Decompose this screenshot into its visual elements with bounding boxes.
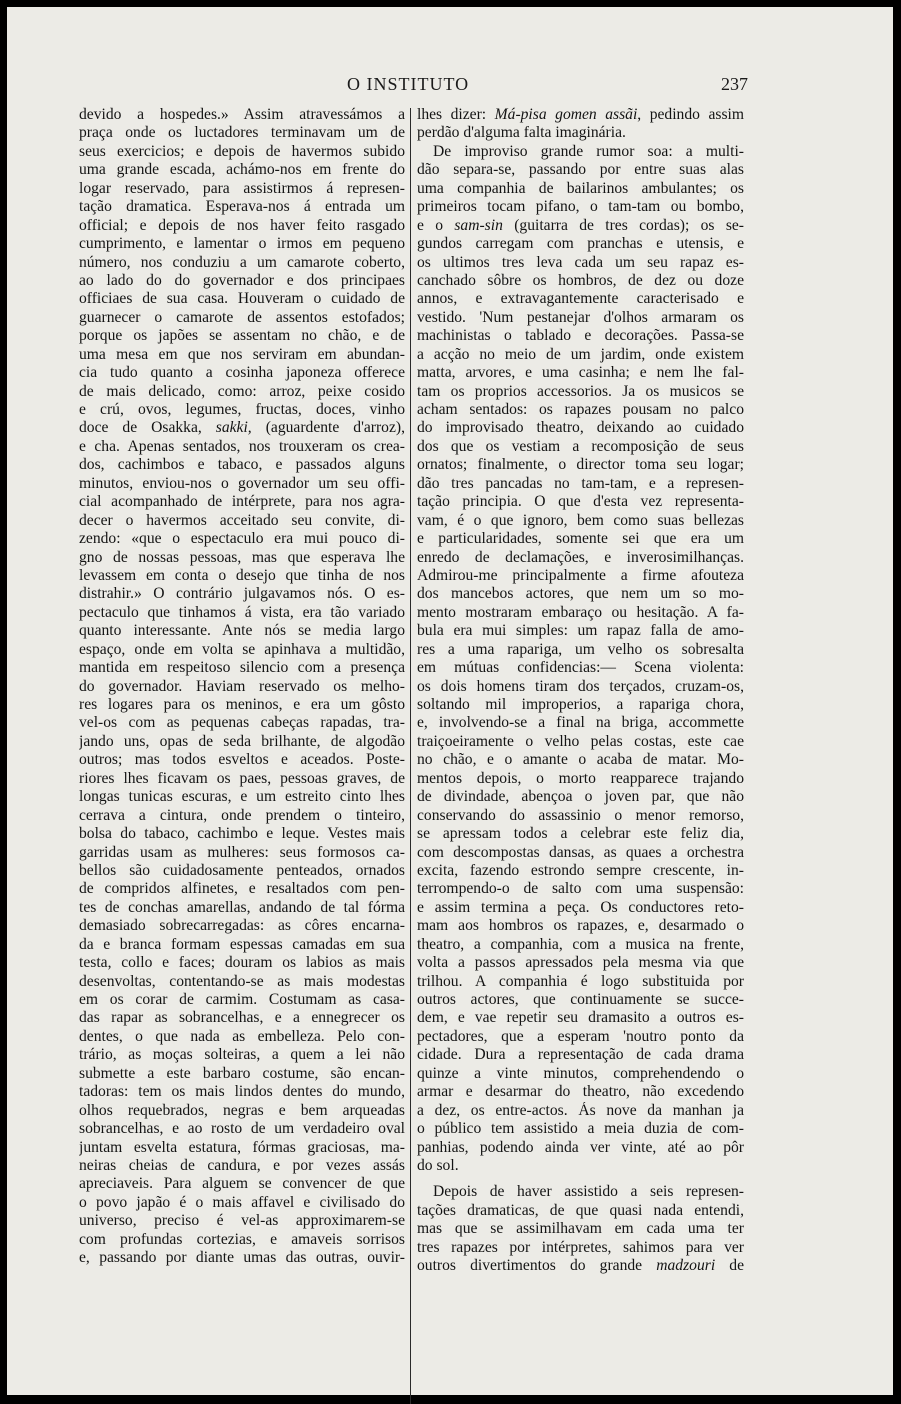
text-line: os dois homens tiram dos terçados, cruzam-os, <box>417 677 744 695</box>
text-line: quanto interessante. Ante nós se media largo <box>79 622 405 640</box>
text-line: bolsa do tabaco, cachimbo e leque. Vestes mais <box>79 825 405 843</box>
text-line: riores lhes ficavam os paes, pessoas graves, de <box>79 769 405 787</box>
text-line: e crú, ovos, legumes, fructas, doces, vinho <box>79 401 405 418</box>
text-line: a dez, os entre-actos. Ás nove da manhan ja <box>417 1101 744 1119</box>
text-line: levassem em conta o desejo que tinha de nos <box>79 566 405 584</box>
text-line: theatro, a companhia, com a musica na frente, <box>417 935 744 953</box>
text-line: ornatos; finalmente, o director toma seu logar; <box>417 456 744 474</box>
text-line: dem, e vae repetir seu dramasito a outros es- <box>417 1009 744 1027</box>
text-line: apreciaveis. Para alguem se convencer de que <box>79 1175 405 1193</box>
text-line: Admirou-me principalmente a firme afouteza <box>417 566 744 584</box>
running-header-title: O INSTITUTO <box>347 74 470 94</box>
page-number: 237 <box>721 74 748 94</box>
text-line: panhias, podendo ainda ver vinte, até ao pôr <box>417 1138 744 1156</box>
text-line: traiçoeiramente o velho pelas costas, este cae <box>417 732 744 750</box>
text-line: gundos carregam com pranchas e utensis, e <box>417 235 744 253</box>
column-divider-rule <box>410 108 411 1404</box>
text-line: dão tres pancadas no tam-tam, e a represen- <box>417 474 744 492</box>
text-line: uma grande escada, achámo-nos em frente do <box>79 161 405 179</box>
text-line: cia tudo quanto a cosinha japoneza offerece <box>79 364 405 382</box>
left-text-column <box>79 106 405 1268</box>
text-line: primeiros tocam pifano, o tam-tam ou bombo, <box>417 198 744 216</box>
text-line: vestido. 'Num pestanejar d'olhos armaram os <box>417 308 744 326</box>
text-line: guarnecer o camarote de assentos estofados; <box>79 308 405 326</box>
text-line: desenvoltas, contentando-se as mais modestas <box>79 972 405 990</box>
text-line: tação dramatica. Esperava-nos á entrada um <box>79 198 405 216</box>
text-line: De improviso grande rumor soa: a multi- <box>433 142 744 160</box>
text-line: ao lado do do governador e dos principaes <box>79 271 405 289</box>
text-line: distrahir.» O contrário julgavamos nós. O es- <box>79 585 405 603</box>
text-line: logar reservado, para assistirmos á represen- <box>79 179 405 197</box>
text-line: official; e depois de nos haver feito rasgado <box>79 216 405 234</box>
text-line: dão separa-se, passando por entre suas alas <box>417 161 744 179</box>
text-line: neiras cheias de candura, e por vezes assás <box>79 1156 405 1174</box>
text-line: e, passando por diante umas das outras, ouvir- <box>79 1249 405 1267</box>
text-line: res a uma rapariga, um velho os sobresalta <box>417 640 744 658</box>
text-line: excita, fazendo estrondo sempre crescente, in- <box>417 861 744 879</box>
text-line: o povo japão é o mais affavel e civilisado do <box>79 1193 405 1211</box>
text-line: das rapar as sobrancelhas, e a ennegrecer os <box>79 1009 405 1027</box>
text-line: perdão d'alguma falta imaginária. <box>417 124 626 142</box>
text-line: res logares para os meninos, e era um gôsto <box>79 696 405 713</box>
text-line: com descompostas dansas, as quaes a orchestra <box>417 843 744 861</box>
text-line: uma companhia de bailarinos ambulantes; os <box>417 179 744 197</box>
text-line: armar e desarmar do theatro, não excedendo <box>417 1083 744 1101</box>
text-line: testa, collo e faces; douram os labios as mais <box>79 954 405 972</box>
text-line: tes de conchas amarellas, andando de tal fórma <box>79 898 405 916</box>
text-line: dos, cachimbos e tabaco, e passados alguns <box>79 456 405 474</box>
text-line: a acção no meio de um jardim, onde existem <box>417 345 744 363</box>
text-line: terrompendo-o de salto com uma suspensão: <box>417 880 744 898</box>
text-line: minutos, enviou-nos o governador um seu offi- <box>79 474 405 492</box>
text-line: enredo de declamações, e inverosimilhanças. <box>417 548 744 566</box>
text-line: zendo: «que o espectaculo era mui pouco di- <box>79 530 405 548</box>
text-line: outros; mas todos esveltos e aceados. Poste- <box>79 751 405 769</box>
text-line: demasiado sobrecarregadas: as côres encarna- <box>79 917 405 935</box>
text-line: e assim termina a peça. Os conductores reto- <box>417 898 744 916</box>
text-line: machinistas o tablado e decorações. Passa-se <box>417 327 744 345</box>
text-line: e particularidades, somente sei que era um <box>417 530 744 548</box>
text-line: vel-os com as pequenas cabeças rapadas, tra- <box>79 714 405 732</box>
text-line: soltando mil improperios, a rapariga chora, <box>417 696 744 713</box>
text-line: tres rapazes por intérpretes, sahimos para ver <box>417 1238 744 1256</box>
text-line: trário, as moças solteiras, a quem a lei não <box>79 1046 405 1064</box>
text-line: officiaes de sua casa. Houveram o cuidado de <box>79 290 405 308</box>
text-line: do sol. <box>417 1156 459 1174</box>
text-line: mam aos hombros os rapazes, e, desarmado o <box>417 917 744 935</box>
text-line: quinze a vinte minutos, comprehendendo o <box>417 1064 744 1082</box>
text-line: dos mancebos actores, que nem um so mo- <box>417 585 744 603</box>
text-line: praça onde os luctadores terminavam um de <box>79 124 405 142</box>
text-line: volta a passos apressados pela mesma via que <box>417 954 744 972</box>
text-line: juntam esvelta estatura, fórmas graciosas, ma- <box>79 1138 405 1156</box>
text-line: trilhou. A companhia é logo substituida por <box>417 972 744 990</box>
text-line: devido a hospedes.» Assim atravessámos a <box>79 106 405 123</box>
text-line: dos que os vestiam a recomposição de seus <box>417 437 744 455</box>
text-line: annos, e extravagantemente caracterisado e <box>417 290 744 308</box>
text-line: Depois de haver assistido a seis represen- <box>433 1183 744 1201</box>
text-line: bellos são cuidadosamente penteados, ornados <box>79 861 405 879</box>
text-line: cumprimento, e lamentar o irmos em pequeno <box>79 235 405 253</box>
text-line: acham sentados: os rapazes pousam no palco <box>417 401 744 418</box>
text-line: longas tunicas escuras, e um estreito cinto lhes <box>79 788 405 806</box>
text-line: vam, é o que ignoro, bem como suas bellezas <box>417 511 744 529</box>
text-line: os ultimos tres leva cada um seu rapaz es- <box>417 253 744 271</box>
text-line: matta, arvores, e uma casinha; e nem lhe fal- <box>417 364 744 382</box>
text-line: de compridos alfinetes, e resaltados com pen- <box>79 880 405 898</box>
text-line: cerrava a cintura, onde prendem o tinteiro, <box>79 806 405 824</box>
text-line: lhes dizer: Má-pisa gomen assãi, pedindo assim <box>417 106 744 123</box>
text-line: bula era mui simples: um rapaz falla de amo- <box>417 622 744 640</box>
text-line: do governador. Haviam reservado os melho- <box>79 677 405 695</box>
right-text-column <box>417 106 744 1276</box>
text-line: no chão, e o amante o acaba de matar. Mo- <box>417 751 744 769</box>
text-line: pectaculo que tinhamos á vista, era tão variado <box>79 603 405 621</box>
text-line: mas que se assimilhavam em cada uma ter <box>417 1220 744 1238</box>
text-line: uma mesa em que nos serviram em abundan- <box>79 345 405 363</box>
text-line: mento mostraram embaraço ou hesitação. A fa- <box>417 603 744 621</box>
text-line: universo, preciso é vel-as approximarem-se <box>79 1212 405 1230</box>
text-line: conservando do assassinio o menor remorso, <box>417 806 744 824</box>
text-line: cial acompanhado de intérprete, para nos agra- <box>79 493 405 511</box>
text-line: espaço, onde em volta se apinhava a multidão, <box>79 640 405 658</box>
text-line: pectadores, que a esperam 'noutro ponto da <box>417 1027 744 1045</box>
text-line: outros actores, que continuamente se succe- <box>417 991 744 1008</box>
text-line: de divindade, abençoa o joven par, que não <box>417 788 744 806</box>
text-line: do improvisado theatro, deixando ao cuidado <box>417 419 744 437</box>
text-line: dentes, o que nada as embelleza. Pelo con- <box>79 1027 405 1045</box>
text-line: olhos requebrados, negras e bem arqueadas <box>79 1101 405 1119</box>
text-line: o público tem assistido a meia duzia de com- <box>417 1120 744 1138</box>
text-line: porque os japões se assentam no chão, e de <box>79 327 405 345</box>
text-line: se apressam todos a celebrar este feliz dia, <box>417 825 744 843</box>
text-line: canchado sôbre os hombros, de dez ou doze <box>417 271 744 289</box>
text-line: tadoras: tem os mais lindos dentes do mundo, <box>79 1083 405 1101</box>
text-line: outros divertimentos do grande madzouri de <box>417 1257 744 1275</box>
text-line: tação principia. O que d'esta vez representa- <box>417 493 744 511</box>
text-line: submette a este barbaro costume, são encan- <box>79 1064 405 1082</box>
text-line: e, involvendo-se a final na briga, accommette <box>417 714 744 732</box>
text-line: com profundas cortezias, e amaveis sorrisos <box>79 1230 405 1248</box>
text-line: decer o havermos acceitado seu convite, di- <box>79 511 405 529</box>
text-line: sobrancelhas, e ao rosto de um verdadeiro oval <box>79 1120 405 1138</box>
text-line: jando uns, opas de seda brilhante, de algodão <box>79 732 405 750</box>
text-line: gno de nossas pessoas, mas que esperava lhe <box>79 548 405 566</box>
text-line: mentos depois, o morto reapparece trajando <box>417 769 744 787</box>
text-line: em mútuas confidencias:— Scena violenta: <box>417 659 744 677</box>
text-line: mantida em respeitoso silencio com a presença <box>79 659 405 677</box>
text-line: tam os proprios accessorios. Ja os musicos se <box>417 382 744 400</box>
text-line: de mais delicado, como: arroz, peixe cosido <box>79 382 405 400</box>
text-line: da e branca formam espessas camadas em sua <box>79 935 405 953</box>
text-line: seus exercicios; e depois de havermos subido <box>79 142 405 160</box>
paragraph-gap <box>417 1175 744 1183</box>
text-line: número, nos conduziu a um camarote coberto, <box>79 253 405 271</box>
text-line: tações dramaticas, de que quasi nada entendi, <box>417 1201 744 1219</box>
text-line: garridas usam as mulheres: seus formosos ca- <box>79 843 405 861</box>
text-line: e o sam-sin (guitarra de tres cordas); os se- <box>417 216 744 234</box>
text-line: em os corar de carmim. Costumam as casa- <box>79 991 405 1008</box>
text-line: doce de Osakka, sakki, (aguardente d'arroz), <box>79 419 405 437</box>
text-line: e cha. Apenas sentados, nos trouxeram os crea- <box>79 437 405 455</box>
text-line: cidade. Dura a representação de cada drama <box>417 1046 744 1064</box>
